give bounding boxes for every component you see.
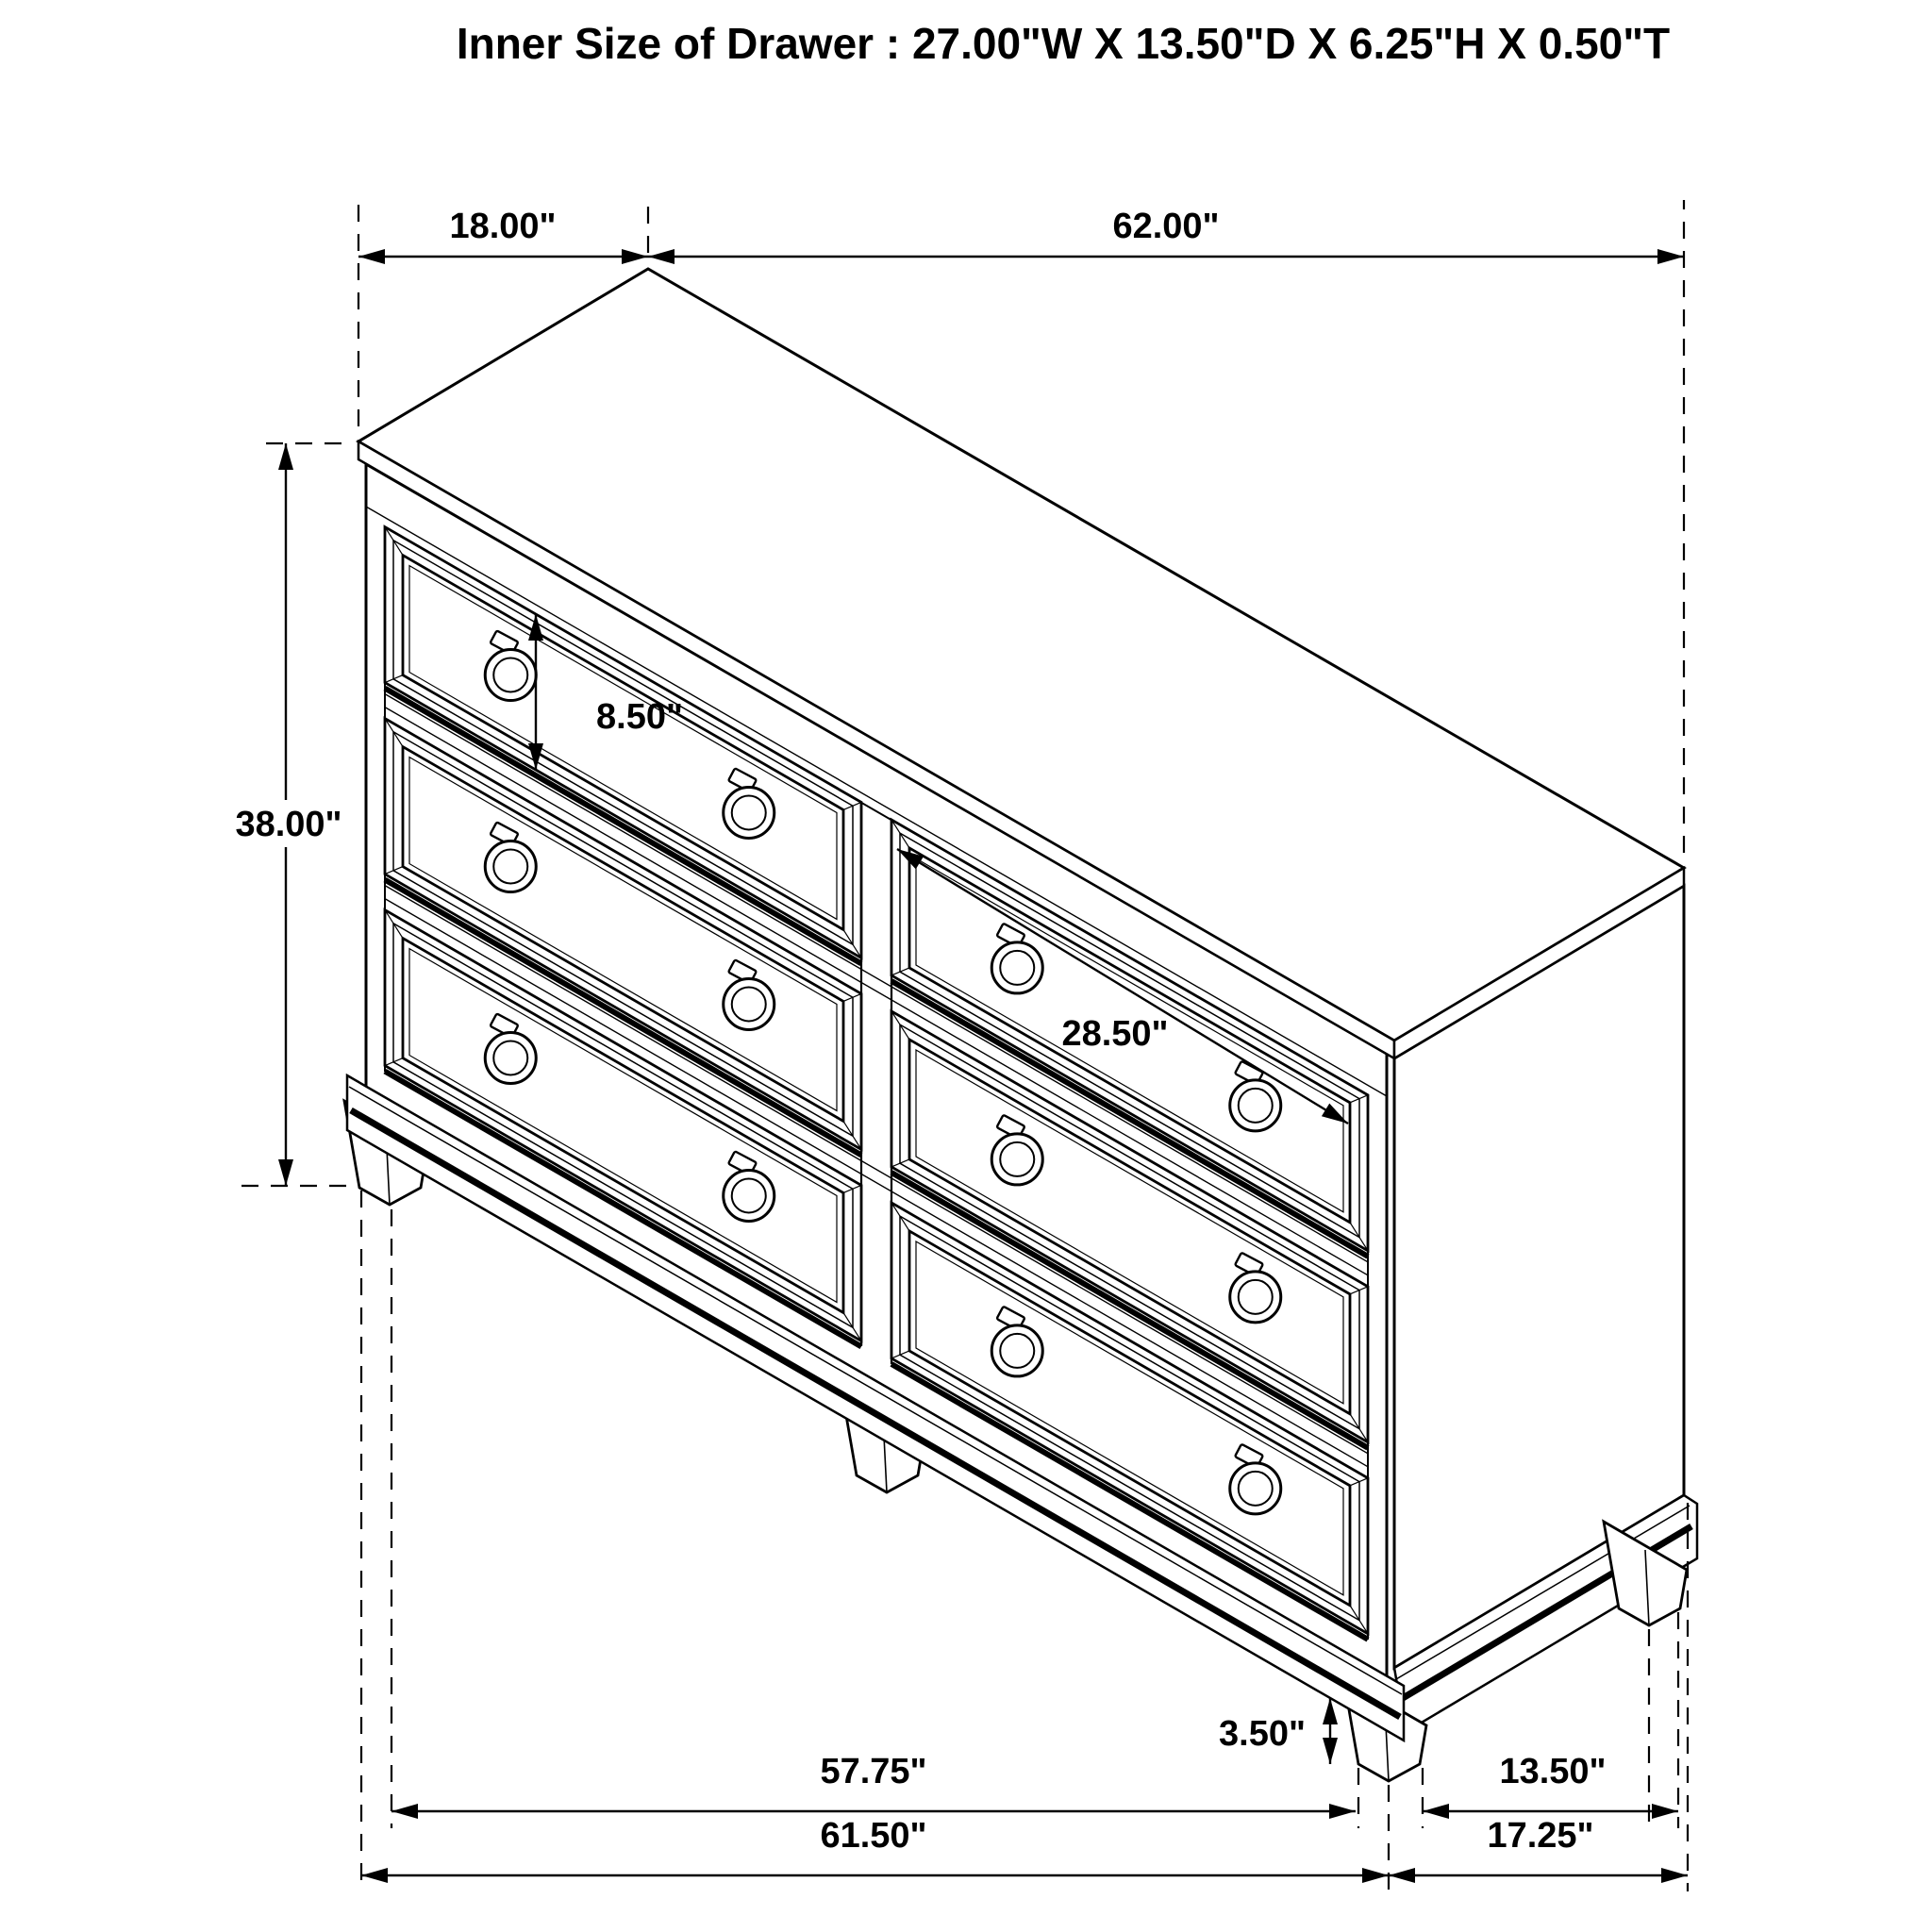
dim-side-depth-floor — [1389, 1868, 1688, 1883]
arrowhead — [622, 249, 648, 264]
arrowhead — [278, 1159, 293, 1186]
dim-depth-top-label: 18.00" — [449, 207, 557, 246]
arrowhead — [648, 249, 675, 264]
arrowhead — [361, 1868, 388, 1883]
dim-leg-height — [1323, 1698, 1338, 1764]
arrowhead — [1423, 1804, 1449, 1819]
arrowhead — [1329, 1804, 1356, 1819]
arrowhead — [1657, 249, 1684, 264]
page-title: Inner Size of Drawer : 27.00"W X 13.50"D X 6.25"H X 0.50"T — [456, 19, 1671, 68]
arrowhead — [1652, 1804, 1678, 1819]
arrowhead — [1661, 1868, 1688, 1883]
dim-side-leg-spacing-label: 13.50" — [1499, 1752, 1607, 1791]
dim-front-span-inner-label: 57.75" — [820, 1752, 927, 1791]
dresser-line-art — [344, 269, 1697, 1781]
arrowhead — [358, 249, 385, 264]
dim-drawer-height-label: 8.50" — [596, 697, 683, 737]
dim-front-width-floor-label: 61.50" — [820, 1816, 927, 1856]
dim-width-top-label: 62.00" — [1112, 207, 1220, 246]
dim-depth-top — [358, 249, 648, 264]
arrowhead — [1323, 1738, 1338, 1764]
dim-side-depth-floor-label: 17.25" — [1487, 1816, 1594, 1856]
dim-width-top — [648, 249, 1684, 264]
dim-leg-height-label: 3.50" — [1219, 1714, 1306, 1754]
arrowhead — [1362, 1868, 1389, 1883]
dim-drawer-width-label: 28.50" — [1061, 1014, 1169, 1054]
arrowhead — [278, 443, 293, 470]
dim-front-width-floor — [361, 1868, 1389, 1883]
arrowhead — [391, 1804, 418, 1819]
arrowhead — [1389, 1868, 1415, 1883]
dim-overall-height-label: 38.00" — [235, 805, 342, 844]
